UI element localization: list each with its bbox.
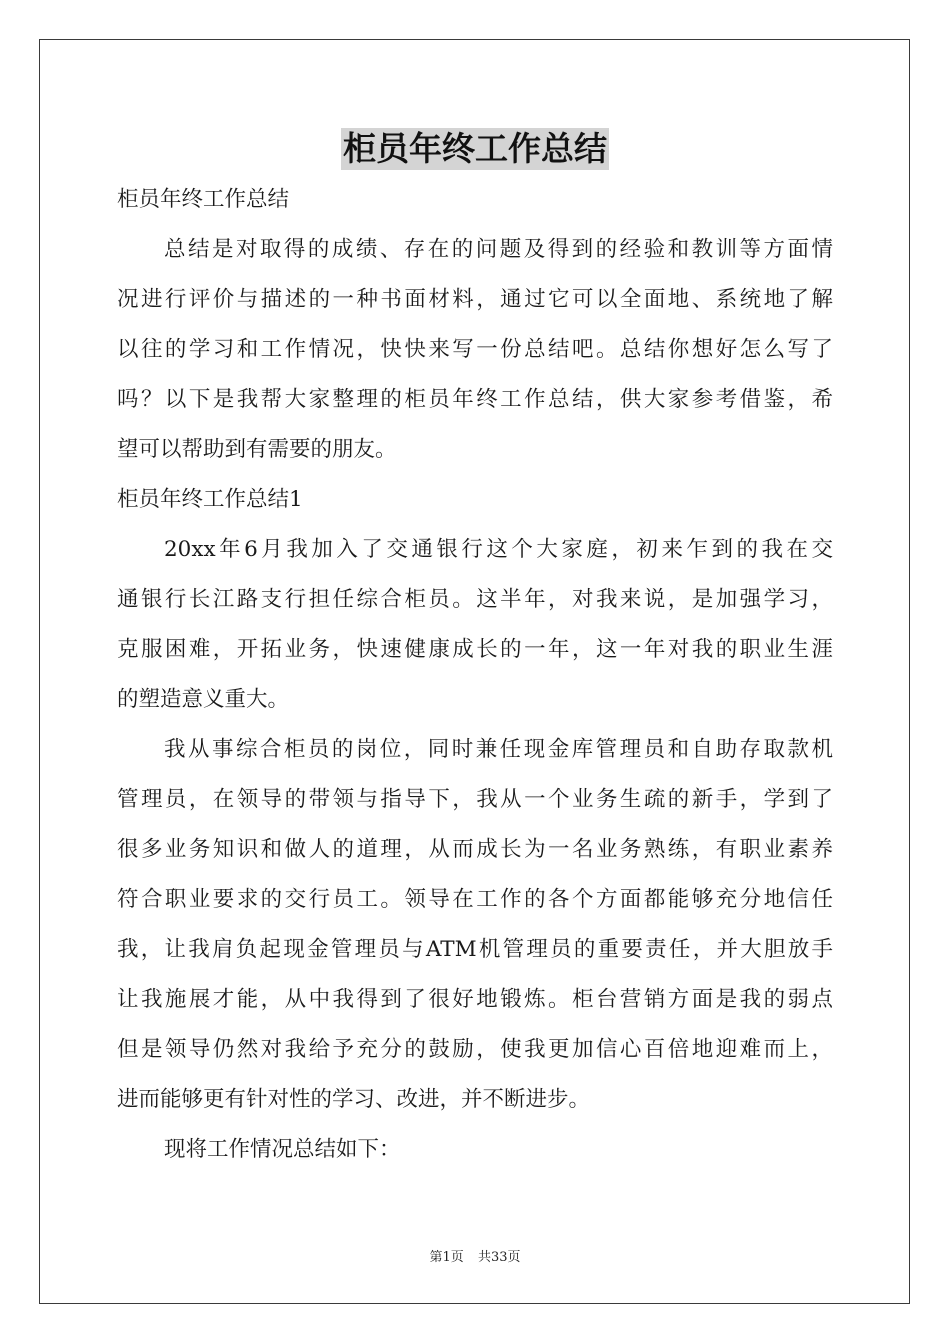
section-heading: 柜员年终工作总结1 [117,487,303,512]
page-number: 第1页 [429,1250,464,1265]
paragraph-line: 但是领导仍然对我给予充分的鼓励，使我更加信心百倍地迎难而上， [117,1037,833,1062]
paragraph-line: 20xx年6月我加入了交通银行这个大家庭，初来乍到的我在交 [164,537,833,562]
paragraph-line: 克服困难，开拓业务，快速健康成长的一年，这一年对我的职业生涯 [117,637,833,662]
title-container [0,128,950,170]
paragraph-line: 我从事综合柜员的岗位，同时兼任现金库管理员和自助存取款机 [164,737,833,762]
paragraph-line: 很多业务知识和做人的道理，从而成长为一名业务熟练，有职业素养 [117,837,833,862]
paragraph-line: 况进行评价与描述的一种书面材料，通过它可以全面地、系统地了解 [117,287,833,312]
paragraph-line: 管理员，在领导的带领与指导下，我从一个业务生疏的新手，学到了 [117,787,833,812]
paragraph-line: 以往的学习和工作情况，快快来写一份总结吧。总结你想好怎么写了 [117,337,833,362]
page-total: 共33页 [477,1250,521,1265]
paragraph-line: 通银行长江路支行担任综合柜员。这半年，对我来说，是加强学习， [117,587,833,612]
paragraph-line: 我，让我肩负起现金管理员与ATM机管理员的重要责任，并大胆放手 [117,937,833,962]
paragraph-line: 现将工作情况总结如下： [164,1137,401,1162]
paragraph-line: 进而能够更有针对性的学习、改进，并不断进步。 [117,1087,591,1112]
subtitle-line: 柜员年终工作总结 [117,187,290,212]
paragraph-line: 总结是对取得的成绩、存在的问题及得到的经验和教训等方面情 [164,237,833,262]
document-title: 柜员年终工作总结 [343,129,607,168]
paragraph-line: 望可以帮助到有需要的朋友。 [117,437,397,462]
paragraph-line: 让我施展才能，从中我得到了很好地锻炼。柜台营销方面是我的弱点 [117,987,833,1012]
page-footer [0,1246,950,1265]
paragraph-line: 吗？以下是我帮大家整理的柜员年终工作总结，供大家参考借鉴，希 [117,387,833,412]
document-body [117,175,833,1175]
paragraph-line: 的塑造意义重大。 [117,687,290,712]
paragraph-line: 符合职业要求的交行员工。领导在工作的各个方面都能够充分地信任 [117,887,833,912]
